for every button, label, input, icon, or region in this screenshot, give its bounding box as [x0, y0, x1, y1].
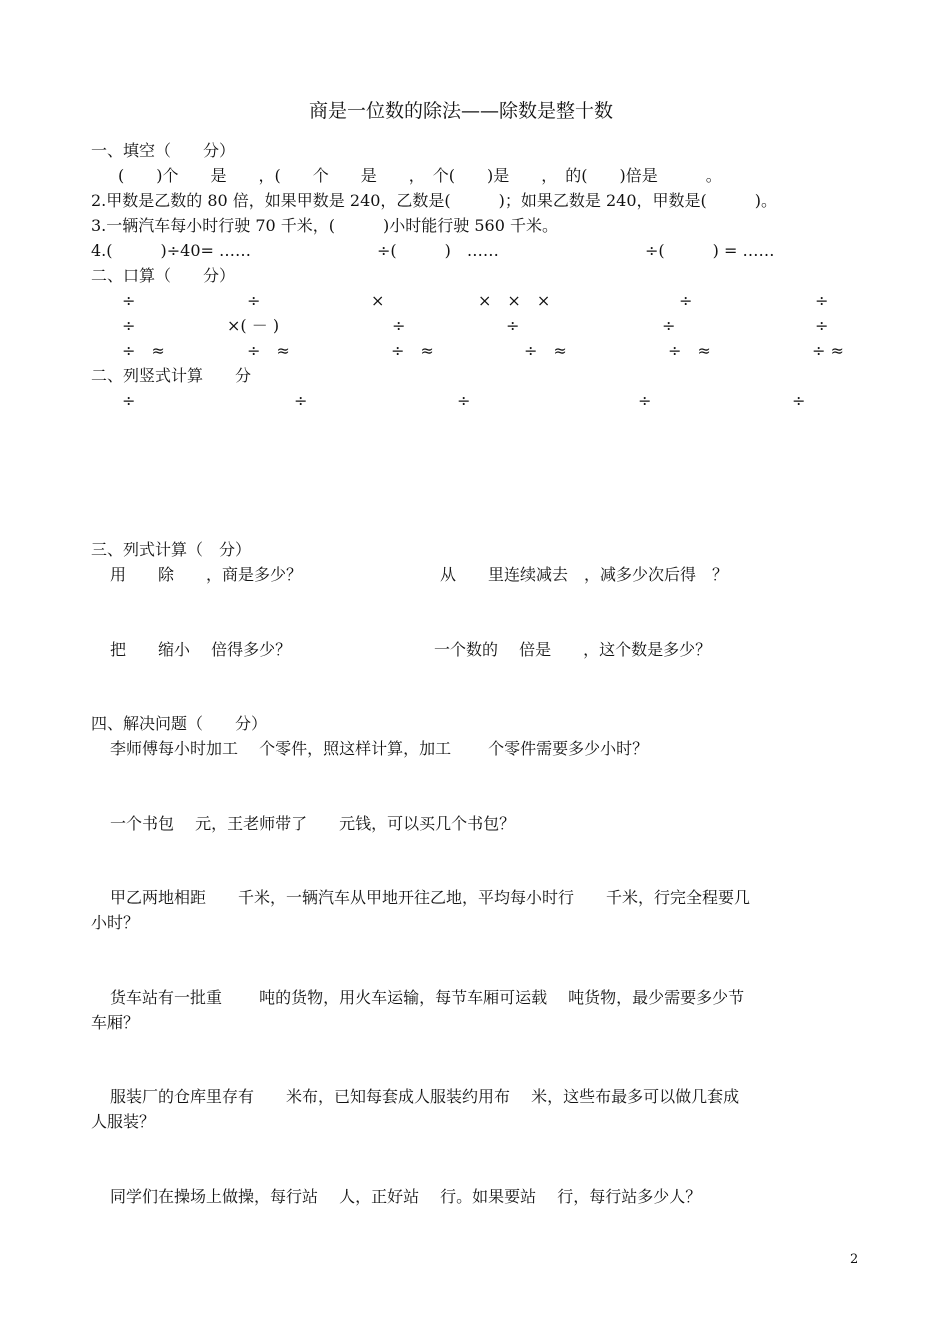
problems-heading: 四、解决问题（ 分） [91, 714, 268, 733]
oral-item: ÷ [662, 316, 676, 335]
fill-question-4c: ÷( ) = …… [645, 241, 775, 260]
problem-5-line-1: 服装厂的仓库里存有 米布，已知每套成人服装约用布 米，这些布最多可以做几套成 [110, 1087, 740, 1106]
oral-item: ÷ [392, 316, 406, 335]
oral-heading: 二、口算（ 分） [91, 266, 236, 285]
oral-item: ÷ ≈ [247, 341, 290, 360]
oral-item: × × × [478, 291, 551, 310]
vertical-item: ÷ [638, 391, 652, 410]
problem-1: 李师傅每小时加工 个零件，照这样计算，加工 个零件需要多少小时？ [110, 739, 649, 758]
formula-question-1: 用 除 ，商是多少？ [110, 565, 303, 584]
oral-item: ÷ ≈ [812, 341, 844, 360]
oral-item: ÷ [122, 291, 136, 310]
problem-4-line-2: 车厢？ [91, 1013, 140, 1032]
oral-item: ÷ ≈ [391, 341, 434, 360]
fill-question-3: 3.一辆汽车每小时行驶 70 千米，( )小时能行驶 560 千米。 [91, 216, 558, 235]
oral-item: ÷ [247, 291, 261, 310]
formula-question-2: 从 里连续减去 ，减多少次后得 ？ [440, 565, 729, 584]
page-title: 商是一位数的除法——除数是整十数 [309, 100, 614, 122]
problem-4-line-1: 货车站有一批重 吨的货物，用火车运输，每节车厢可运载 吨货物，最少需要多少节 [110, 988, 745, 1007]
vertical-heading: 二、列竖式计算 分 [91, 366, 252, 385]
formula-question-4: 一个数的 倍是 ，这个数是多少？ [434, 640, 712, 659]
oral-item: ÷ ≈ [668, 341, 711, 360]
problem-3-line-1: 甲乙两地相距 千米，一辆汽车从甲地开往乙地，平均每小时行 千米，行完全程要几 [110, 888, 751, 907]
problem-5-line-2: 人服装？ [91, 1112, 156, 1131]
vertical-item: ÷ [457, 391, 471, 410]
formula-heading: 三、列式计算（ 分） [91, 540, 252, 559]
oral-item: ÷ [815, 316, 829, 335]
fill-question-2: 2.甲数是乙数的 80 倍，如果甲数是 240，乙数是( )；如果乙数是 240，甲数是( )。 [91, 191, 778, 210]
oral-item: ÷ ≈ [122, 341, 165, 360]
problem-2: 一个书包 元，王老师带了 元钱，可以买几个书包？ [110, 814, 516, 833]
oral-item: ÷ ≈ [524, 341, 567, 360]
page-number: 2 [850, 1252, 859, 1267]
oral-item: ÷ [815, 291, 829, 310]
problem-6: 同学们在操场上做操，每行站 人，正好站 行。如果要站 行，每行站多少人？ [110, 1187, 702, 1206]
problem-3-line-2: 小时？ [91, 913, 140, 932]
oral-item: ÷ [122, 316, 136, 335]
fill-question-1: ( )个 是 ，( 个 是 ， 个( )是 ， 的( )倍是 。 [118, 166, 722, 185]
formula-question-3: 把 缩小 倍得多少？ [110, 640, 292, 659]
fill-question-4a: 4.( )÷40= …… [91, 241, 252, 260]
vertical-item: ÷ [792, 391, 806, 410]
fill-heading: 一、填空（ 分） [91, 141, 236, 160]
vertical-item: ÷ [122, 391, 136, 410]
fill-question-4b: ÷( ) …… [377, 241, 499, 260]
oral-item: ÷ [679, 291, 693, 310]
vertical-item: ÷ [294, 391, 308, 410]
oral-item: ÷ [506, 316, 520, 335]
oral-item: × [371, 291, 385, 310]
oral-item: ×( － ) [227, 316, 280, 335]
